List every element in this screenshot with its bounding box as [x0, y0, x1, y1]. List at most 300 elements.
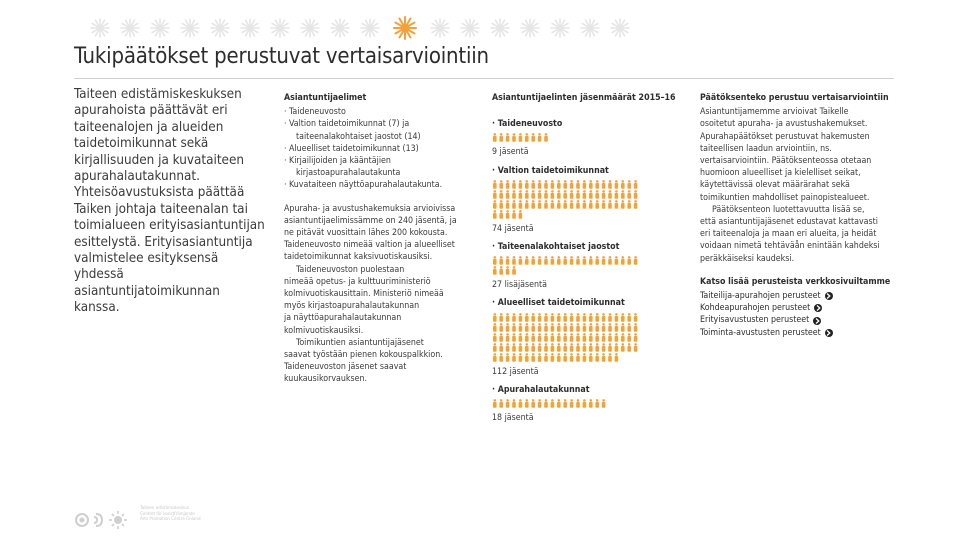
person-icon: [583, 200, 587, 209]
sun-icon: [581, 19, 599, 37]
person-icon: [557, 256, 561, 265]
person-icon: [538, 134, 542, 143]
experts-list-item: · Valtion taidetoimikunnat (7) ja: [284, 119, 410, 130]
person-icon: [608, 180, 612, 189]
person-icon: [544, 353, 548, 362]
person-icon: [576, 256, 580, 265]
person-icon: [576, 333, 580, 342]
person-icon: [499, 266, 503, 275]
link-artist-grants[interactable]: [700, 290, 895, 302]
person-icon: [493, 210, 497, 219]
person-icon: [608, 190, 612, 199]
person-icon: [589, 200, 593, 209]
person-icon: [583, 333, 587, 342]
person-icon: [570, 343, 574, 352]
person-icon: [615, 343, 619, 352]
person-icon: [506, 190, 510, 199]
member-group-name: · Valtion taidetoimikunnat: [492, 165, 609, 176]
experts-para-line: kolmivuotiskausittain. Ministeriö nimeää: [284, 289, 444, 300]
member-group: [492, 241, 682, 291]
person-icon: [538, 399, 542, 408]
person-icon: [576, 353, 580, 362]
sun-icon-highlight: [394, 17, 416, 39]
person-icon: [551, 323, 555, 332]
person-icon: [563, 343, 567, 352]
person-icon: [595, 313, 599, 322]
person-icon: [538, 200, 542, 209]
person-icon: [570, 323, 574, 332]
sun-icon: [461, 19, 479, 37]
person-icon: [551, 353, 555, 362]
person-icon: [602, 399, 606, 408]
person-icon: [634, 313, 638, 322]
person-icon: [506, 134, 510, 143]
person-icon: [576, 180, 580, 189]
person-icon: [551, 180, 555, 189]
member-group: [492, 384, 682, 424]
sun-icon: [121, 19, 139, 37]
person-icon: [576, 343, 580, 352]
person-icon: [570, 313, 574, 322]
intro-line: toimialueen erityisasiantuntijan: [74, 218, 265, 234]
person-icon: [512, 200, 516, 209]
person-icon: [519, 333, 523, 342]
sun-icon: [181, 19, 199, 37]
person-icon: [525, 256, 529, 265]
person-icon: [519, 343, 523, 352]
person-icon: [531, 190, 535, 199]
person-icon: [634, 323, 638, 332]
person-icon: [595, 399, 599, 408]
member-group-name: · Alueelliset taidetoimikunnat: [492, 298, 625, 309]
intro-text: [74, 87, 269, 317]
person-icon: [621, 313, 625, 322]
person-icons: [492, 180, 682, 220]
person-icon: [531, 134, 535, 143]
person-icon: [563, 399, 567, 408]
person-icon: [602, 323, 606, 332]
person-icon: [583, 323, 587, 332]
experts-list-item: · Kirjailijoiden ja kääntäjien: [284, 156, 391, 167]
person-icon: [519, 180, 523, 189]
person-icon: [627, 180, 631, 189]
person-icon: [519, 353, 523, 362]
person-icon: [634, 343, 638, 352]
member-count-caption: 18 jäsentä: [492, 413, 534, 424]
person-icon: [525, 343, 529, 352]
person-icon: [602, 200, 606, 209]
experts-para-line: myös kirjastoapurahalautakunnan: [284, 301, 420, 312]
person-icon: [544, 134, 548, 143]
person-icon: [499, 134, 503, 143]
person-icon: [506, 256, 510, 265]
person-icon: [525, 399, 529, 408]
person-icon: [544, 180, 548, 189]
person-icon: [538, 333, 542, 342]
person-icon: [525, 180, 529, 189]
person-icon: [499, 180, 503, 189]
person-icon: [531, 180, 535, 189]
person-icon: [595, 323, 599, 332]
person-icon: [621, 323, 625, 332]
person-icon: [589, 353, 593, 362]
person-icon: [595, 180, 599, 189]
decision-para-line: osoitetut apuraha- ja avustushakemukset.: [700, 119, 868, 130]
person-icon: [583, 256, 587, 265]
person-icon: [519, 134, 523, 143]
person-icon: [551, 200, 555, 209]
person-icon: [589, 343, 593, 352]
person-icons: [492, 133, 682, 143]
person-icon: [576, 323, 580, 332]
person-icon: [538, 190, 542, 199]
member-group: [492, 118, 682, 158]
experts-para-line: Apuraha- ja avustushakemuksia arvioivissa: [284, 203, 456, 214]
experts-para-line: ne pitävät vuosittain lähes 200 kokousta.: [284, 228, 448, 239]
person-icon: [615, 256, 619, 265]
person-icon: [506, 313, 510, 322]
person-icon: [557, 323, 561, 332]
person-icon: [583, 180, 587, 189]
person-icon: [493, 343, 497, 352]
person-icon: [512, 353, 516, 362]
decision-para-line: Apurahapäätökset perustuvat hakemusten: [700, 131, 870, 142]
experts-list-item: · Kuvataiteen näyttöapurahalautakunta.: [284, 180, 443, 191]
sun-icon: [491, 19, 509, 37]
person-icon: [519, 399, 523, 408]
sun-icon: [521, 19, 539, 37]
person-icon: [538, 353, 542, 362]
person-icon: [506, 323, 510, 332]
intro-line: Yhteisöavustuksista päättää: [74, 185, 245, 201]
decision-para-line: huomioon alueelliset ja kielelliset seikat,: [700, 168, 861, 179]
person-icon: [602, 343, 606, 352]
person-icon: [525, 134, 529, 143]
link-label: Erityisavustusten perusteet: [700, 315, 810, 326]
person-icon: [531, 256, 535, 265]
member-count-caption: 9 jäsentä: [492, 147, 529, 158]
member-group-name: · Apurahalautakunnat: [492, 384, 590, 395]
experts-para-line: Toimikuntien asiantuntijajäsenet: [296, 337, 424, 348]
person-icon: [538, 343, 542, 352]
person-icon: [563, 353, 567, 362]
person-icon: [544, 200, 548, 209]
sun-icon: [301, 19, 319, 37]
person-icon: [621, 190, 625, 199]
experts-para-line: ja näyttöapurahalautakunnan: [284, 313, 402, 324]
person-icon: [557, 333, 561, 342]
person-icon: [602, 180, 606, 189]
person-icon: [544, 313, 548, 322]
person-icon: [551, 343, 555, 352]
person-icon: [570, 190, 574, 199]
person-icon: [544, 333, 548, 342]
person-icon: [627, 190, 631, 199]
person-icon: [615, 323, 619, 332]
person-icon: [493, 313, 497, 322]
members-heading: Asiantuntijaelinten jäsenmäärät 2015–16: [492, 93, 676, 103]
person-icon: [602, 190, 606, 199]
sun-icon: [361, 19, 379, 37]
person-icon: [551, 399, 555, 408]
link-label: Kohdeapurahojen perusteet: [700, 303, 811, 314]
person-icon: [570, 256, 574, 265]
chevron-right-icon: [825, 329, 833, 337]
person-icon: [627, 313, 631, 322]
person-icon: [519, 256, 523, 265]
decision-para-line: toimikuntien mahdolliset painopistealueet.: [700, 192, 870, 203]
person-icon: [621, 333, 625, 342]
person-icon: [595, 333, 599, 342]
person-icon: [608, 200, 612, 209]
person-icon: [538, 323, 542, 332]
decision-para-line: Asiantuntijamemme arvioivat Taikelle: [700, 107, 849, 118]
link-special-grants[interactable]: [700, 314, 895, 326]
decision-para-line: eri taiteenaloja ja maan eri alueita, ja heidät: [700, 229, 877, 240]
sun-icon: [611, 19, 629, 37]
chevron-right-icon: [814, 304, 822, 312]
person-icon: [563, 323, 567, 332]
person-icon: [525, 323, 529, 332]
person-icon: [595, 200, 599, 209]
person-icon: [608, 313, 612, 322]
experts-para-line: nimeää opetus- ja kulttuuriministeriö: [284, 276, 431, 287]
person-icon: [519, 313, 523, 322]
person-icon: [621, 256, 625, 265]
member-group-name: · Taiteenalakohtaiset jaostot: [492, 242, 620, 253]
sun-icon: [241, 19, 259, 37]
person-icon: [583, 353, 587, 362]
sun-icon: [151, 19, 169, 37]
person-icons: [492, 313, 682, 363]
footer-logo-line: Taiteen edistämiskeskus: [140, 506, 189, 511]
sun-icon: [91, 19, 109, 37]
person-icon: [525, 333, 529, 342]
experts-para-line: Taideneuvoston puolestaan: [296, 264, 405, 275]
person-icon: [563, 256, 567, 265]
person-icon: [570, 200, 574, 209]
person-icon: [499, 200, 503, 209]
person-icon: [627, 256, 631, 265]
person-icon: [576, 399, 580, 408]
person-icon: [551, 333, 555, 342]
person-icon: [557, 190, 561, 199]
person-icon: [608, 256, 612, 265]
intro-line: Taiken johtaja taiteenalan tai: [74, 201, 248, 217]
intro-line: apurahoista päättävät eri: [74, 103, 228, 119]
intro-line: asiantuntijatoimikunnan kanssa.: [74, 283, 220, 316]
footer-logo-line: Centret för konstfrämjande: [140, 511, 195, 517]
person-icon: [615, 200, 619, 209]
person-icon: [493, 353, 497, 362]
person-icon: [519, 210, 523, 219]
person-icon: [499, 353, 503, 362]
person-icon: [595, 343, 599, 352]
person-icon: [544, 399, 548, 408]
intro-line: esittelystä. Erityisasiantuntija: [74, 234, 253, 250]
experts-para-line: kolmivuotiskausiksi.: [284, 325, 364, 336]
person-icon: [589, 399, 593, 408]
experts-para-line: asiantuntijaelimissämme on 240 jäsentä, ja: [284, 215, 457, 226]
person-icon: [583, 399, 587, 408]
person-icons: [492, 399, 682, 409]
person-icon: [525, 353, 529, 362]
decision-para-line: voidaan nimetä tehtäväån enintään kahdeksi: [700, 241, 880, 252]
person-icon: [576, 313, 580, 322]
person-icon: [621, 200, 625, 209]
person-icon: [627, 343, 631, 352]
person-icon: [512, 333, 516, 342]
person-icon: [506, 266, 510, 275]
decision-column: [700, 92, 895, 339]
link-project-grants[interactable]: [700, 302, 895, 314]
person-icon: [576, 190, 580, 199]
person-icon: [506, 399, 510, 408]
person-icon: [531, 333, 535, 342]
person-icon: [557, 313, 561, 322]
person-icon: [608, 353, 612, 362]
experts-column: [284, 92, 474, 386]
person-icon: [499, 313, 503, 322]
person-icon: [512, 313, 516, 322]
person-icon: [615, 333, 619, 342]
decision-para-line: Päätöksenteon luotettavuutta lisää se,: [712, 204, 865, 215]
person-icon: [557, 343, 561, 352]
person-icon: [576, 200, 580, 209]
person-icon: [557, 180, 561, 189]
person-icon: [551, 190, 555, 199]
intro-line: taidetoimikunnat sekä: [74, 136, 209, 152]
person-icon: [583, 343, 587, 352]
person-icon: [563, 313, 567, 322]
person-icon: [634, 200, 638, 209]
person-icon: [493, 200, 497, 209]
experts-para-line: Taideneuvosto nimeää valtion ja alueelliset: [284, 240, 455, 251]
person-icon: [493, 190, 497, 199]
person-icon: [602, 256, 606, 265]
page-title: Tukipäätökset perustuvat vertaisarviointiin: [74, 44, 489, 69]
person-icon: [499, 333, 503, 342]
decision-para-line: taiteellisen laadun arviointiin, ns.: [700, 143, 832, 154]
person-icon: [538, 180, 542, 189]
member-group: [492, 297, 682, 377]
person-icon: [538, 313, 542, 322]
experts-heading: Asiantuntijaelimet: [284, 93, 367, 103]
member-group: [492, 165, 682, 235]
chevron-right-icon: [825, 292, 833, 300]
person-icon: [621, 343, 625, 352]
person-icon: [563, 333, 567, 342]
intro-line: Taiteen edistämiskeskuksen: [74, 87, 242, 102]
person-icon: [570, 353, 574, 362]
intro-line: valmistelee esityksensä yhdessä: [74, 251, 219, 283]
members-column: [492, 92, 682, 424]
person-icon: [499, 256, 503, 265]
link-label: Taiteilija-apurahojen perusteet: [700, 291, 821, 302]
decorative-sun-row: [0, 8, 960, 48]
person-icon: [499, 210, 503, 219]
person-icon: [519, 200, 523, 209]
person-icon: [493, 323, 497, 332]
footer-logo-text: [140, 506, 201, 523]
person-icon: [499, 343, 503, 352]
sun-icon: [271, 19, 289, 37]
person-icon: [595, 190, 599, 199]
member-count-caption: 27 lisäjäsentä: [492, 280, 547, 291]
experts-para-line: Taideneuvoston jäsenet saavat: [284, 362, 407, 373]
decision-para-line: käytettävissä olevat määrärahat sekä: [700, 180, 850, 191]
person-icon: [602, 353, 606, 362]
person-icons: [492, 256, 682, 276]
experts-list-item: kirjastoapurahalautakunta: [296, 168, 401, 179]
person-icon: [512, 210, 516, 219]
person-icon: [512, 134, 516, 143]
person-icon: [544, 323, 548, 332]
person-icon: [538, 256, 542, 265]
person-icon: [570, 333, 574, 342]
person-icon: [589, 256, 593, 265]
experts-list-item: taiteenalakohtaiset jaostot (14): [296, 131, 421, 142]
person-icon: [615, 313, 619, 322]
person-icon: [570, 399, 574, 408]
person-icon: [519, 190, 523, 199]
person-icon: [608, 333, 612, 342]
person-icon: [512, 180, 516, 189]
person-icon: [589, 323, 593, 332]
person-icon: [551, 256, 555, 265]
person-icon: [493, 266, 497, 275]
person-icon: [595, 353, 599, 362]
person-icon: [627, 200, 631, 209]
intro-line: apurahalautakunnat.: [74, 169, 200, 185]
person-icon: [589, 333, 593, 342]
member-group-name: · Taideneuvosto: [492, 119, 563, 130]
person-icon: [595, 256, 599, 265]
link-label: Toiminta-avustusten perusteet: [700, 327, 821, 338]
person-icon: [493, 399, 497, 408]
intro-line: taiteenalojen ja alueiden: [74, 119, 224, 135]
person-icon: [608, 343, 612, 352]
link-operating-grants[interactable]: [700, 327, 895, 339]
person-icon: [583, 313, 587, 322]
member-count-caption: 74 jäsentä: [492, 223, 534, 234]
person-icon: [512, 323, 516, 332]
person-icon: [589, 313, 593, 322]
chevron-right-icon: [813, 317, 821, 325]
experts-para-line: saavat työstään pienen kokouspalkkion.: [284, 350, 443, 361]
member-count-caption: 112 jäsentä: [492, 366, 539, 377]
person-icon: [525, 190, 529, 199]
person-icon: [525, 200, 529, 209]
person-icon: [531, 200, 535, 209]
sun-icon: [431, 19, 449, 37]
person-icon: [615, 353, 619, 362]
experts-para-line: kuukausikorvauksen.: [284, 374, 367, 385]
person-icon: [557, 200, 561, 209]
footer-logo-line: Arts Promotion Centre Finland: [140, 517, 201, 523]
person-icon: [615, 190, 619, 199]
person-icon: [512, 266, 516, 275]
person-icon: [563, 190, 567, 199]
person-icon: [563, 200, 567, 209]
person-icon: [544, 190, 548, 199]
person-icon: [512, 256, 516, 265]
person-icon: [506, 210, 510, 219]
person-icon: [512, 343, 516, 352]
decision-para-line: että asiantuntijajäsenet edustavat kattavasti: [700, 217, 878, 228]
person-icon: [621, 180, 625, 189]
person-icon: [531, 313, 535, 322]
